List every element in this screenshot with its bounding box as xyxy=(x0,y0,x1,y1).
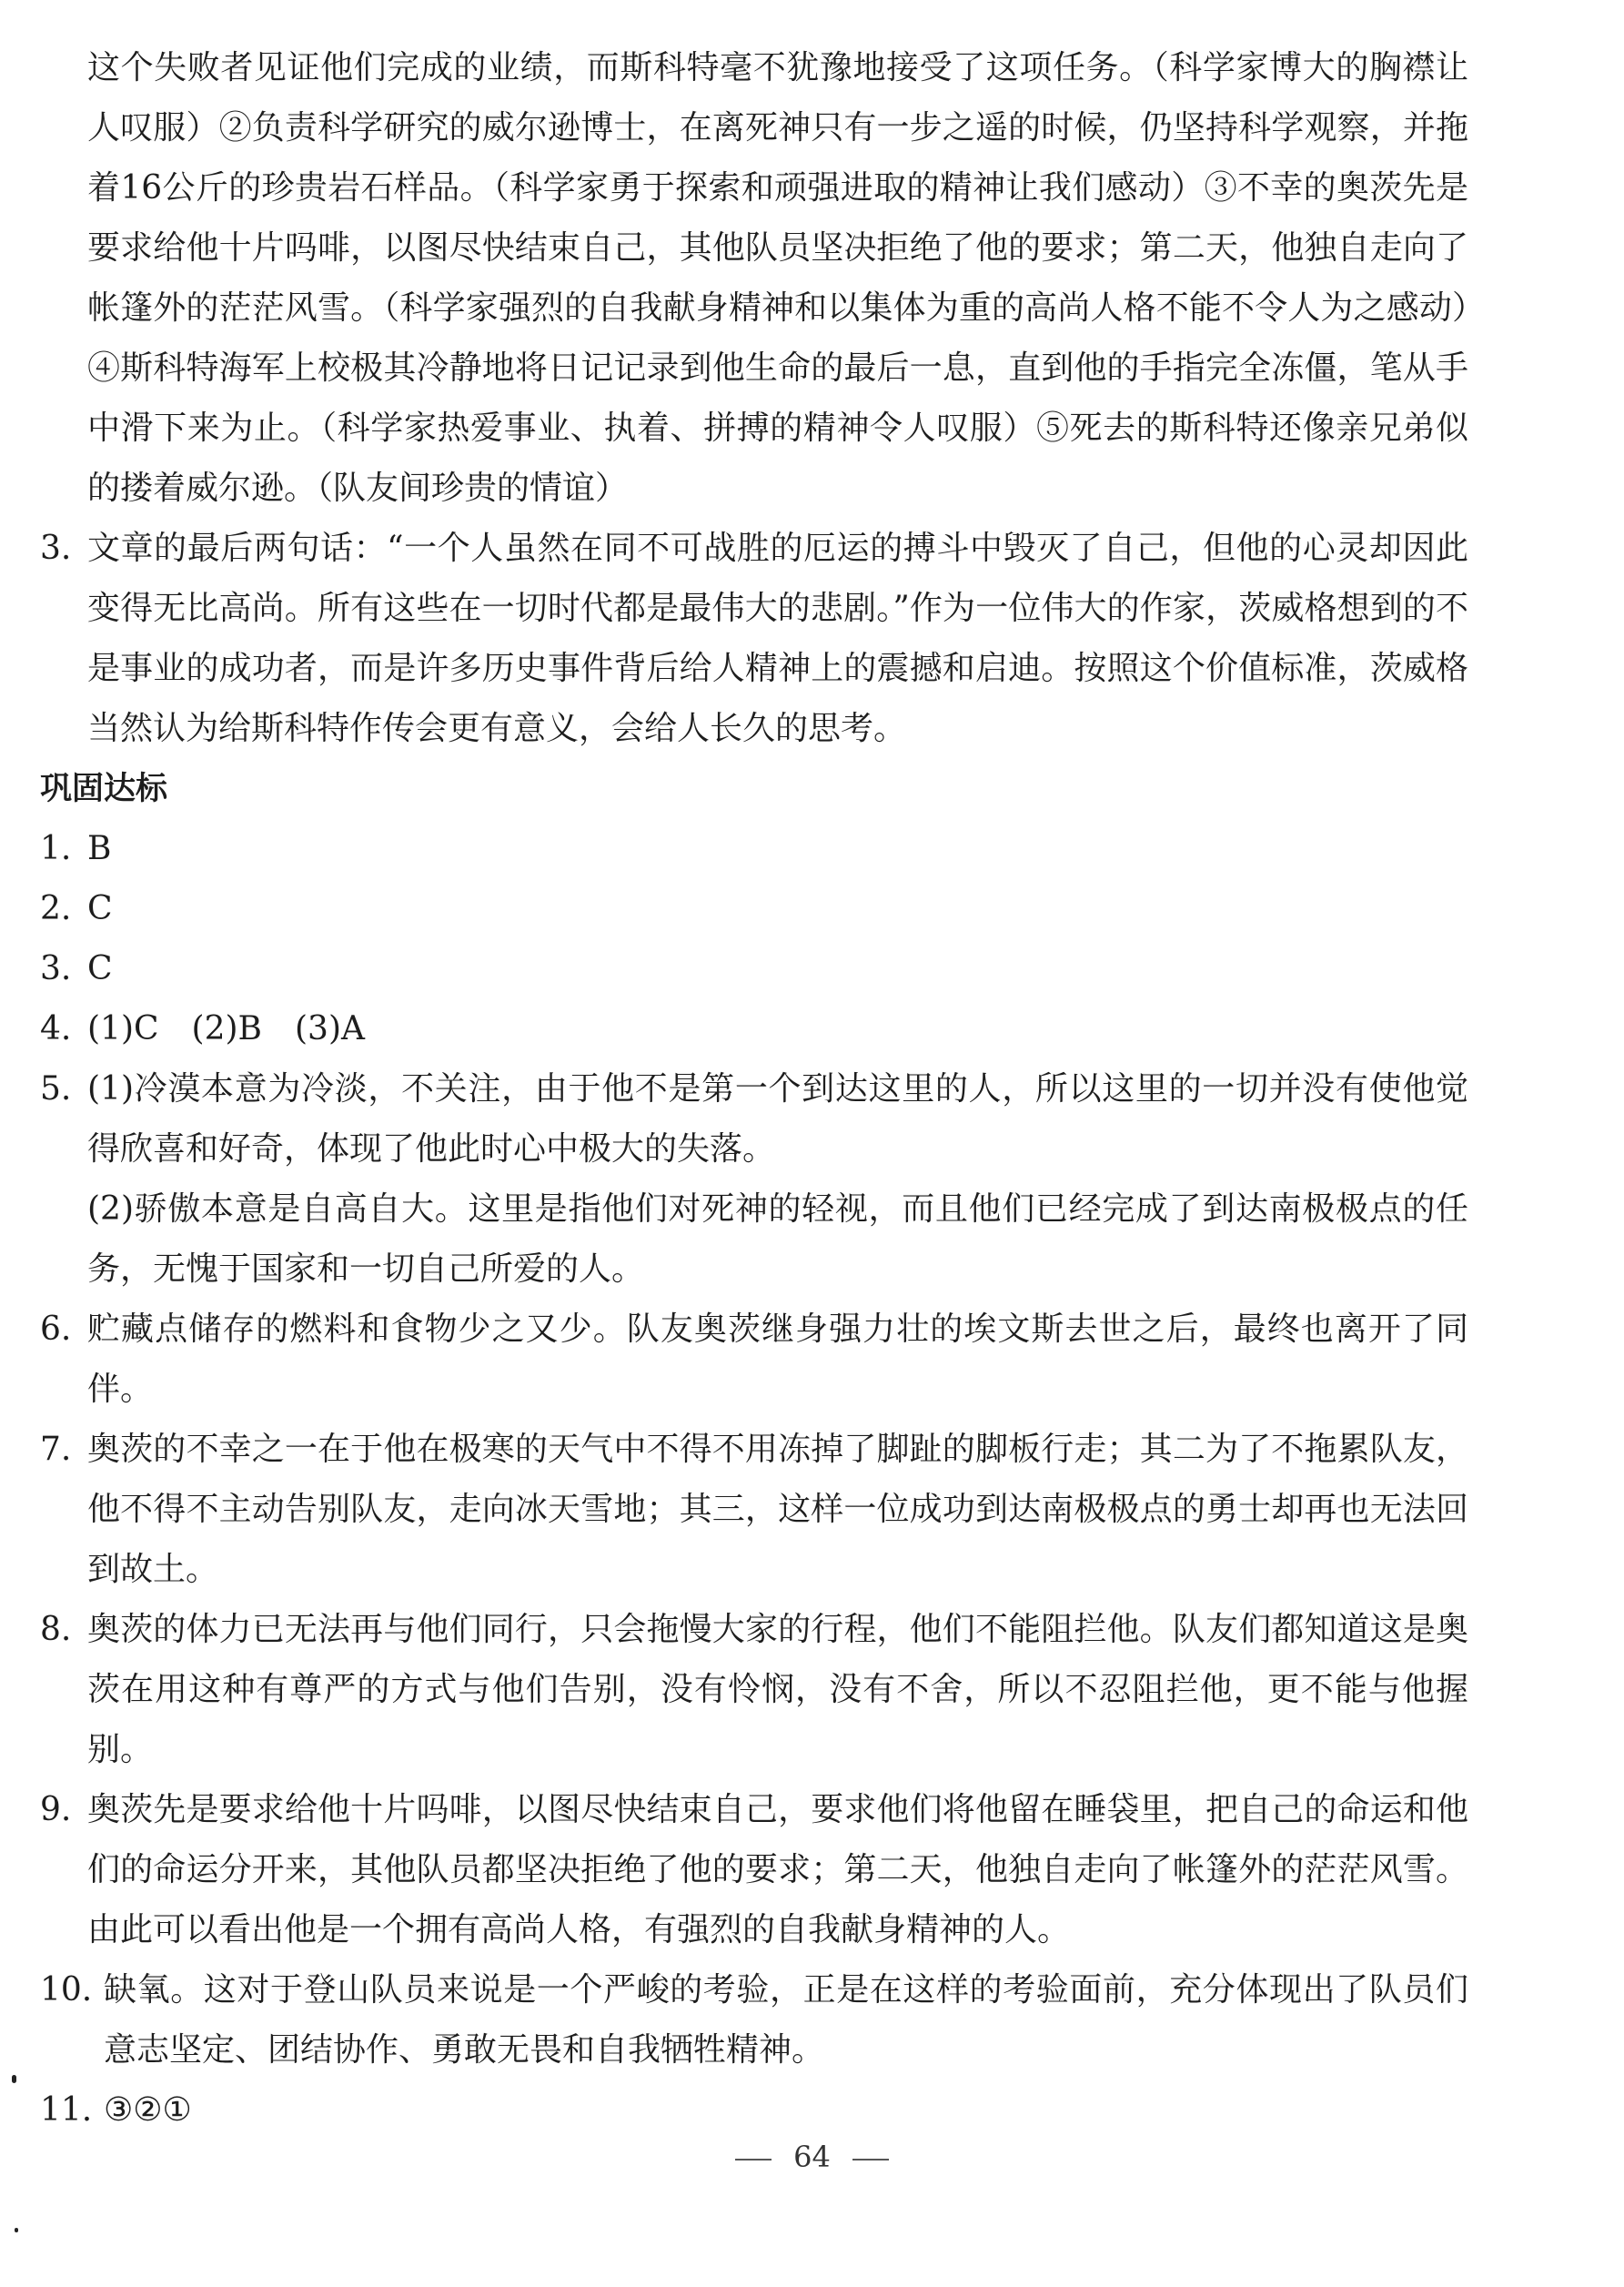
ink-speck xyxy=(12,2075,16,2083)
item-text: 缺氧。这对于登山队员来说是一个严峻的考验，正是在这样的考验面前，充分体现出了队员们意志坚定、团结协作、勇敢无畏和自我牺牲精神。 xyxy=(104,1971,1468,2069)
item-text: 奥茨先是要求给他十片吗啡，以图尽快结束自己，要求他们将他留在睡袋里，把自己的命运和他们的命运分开来，其他队员都坚决拒绝了他的要求；第二天，他独自走向了帐篷外的茫茫风雪。由此可以看出他是一个拥有高尚人格，有强烈的自我献身精神的人。 xyxy=(87,1791,1468,1948)
item-number: 3. xyxy=(40,950,72,987)
answer-item-9 xyxy=(40,1780,1468,1960)
page-number xyxy=(0,2139,1624,2175)
answer-item-5 xyxy=(40,1059,1468,1300)
page-number-value: 64 xyxy=(793,2140,831,2174)
item-text: (1)C (2)B (3)A xyxy=(87,1010,365,1047)
item-number: 5. xyxy=(40,1070,72,1108)
item-number: 8. xyxy=(40,1611,72,1648)
answer-item-2 xyxy=(40,879,1468,939)
answer-item-10 xyxy=(40,1960,1468,2080)
item-number: 9. xyxy=(40,1791,72,1828)
page-number-dash-left xyxy=(735,2159,772,2161)
item-subpart-1: (1)冷漠本意为冷淡，不关注，由于他不是第一个到达这里的人，所以这里的一切并没有使他觉得欣喜和好奇，体现了他此时心中极大的失落。 xyxy=(87,1070,1468,1168)
item-text: 贮藏点储存的燃料和食物少之又少。队友奥茨继身强力壮的埃文斯去世之后，最终也离开了同伴。 xyxy=(87,1310,1468,1408)
answer-page xyxy=(40,38,1468,2140)
item-number: 3. xyxy=(40,530,72,567)
answer-item-11 xyxy=(40,2080,1468,2140)
answer-item-6 xyxy=(40,1300,1468,1420)
item-text: C xyxy=(87,950,113,987)
item-subpart-2: (2)骄傲本意是自高自大。这里是指他们对死神的轻视，而且他们已经完成了到达南极极点的任务，无愧于国家和一切自己所爱的人。 xyxy=(87,1190,1468,1288)
item-number: 2. xyxy=(40,890,72,927)
item-text: B xyxy=(87,830,112,867)
answer-item-3b xyxy=(40,939,1468,999)
page-number-dash-right xyxy=(852,2159,889,2161)
item-number: 6. xyxy=(40,1310,72,1348)
section-title: 巩固达标 xyxy=(40,771,168,807)
item-text: 文章的最后两句话：“一个人虽然在同不可战胜的厄运的搏斗中毁灭了自己，但他的心灵却因此变得无比高尚。所有这些在一切时代都是最伟大的悲剧。”作为一位伟大的作家，茨威格想到的不是事业的成功者，而是许多历史事件背后给人精神上的震撼和启迪。按照这个价值标准，茨威格当然认为给斯科特作传会更有意义，会给人长久的思考。 xyxy=(87,530,1468,747)
item-number: 4. xyxy=(40,1010,72,1047)
answer-item-4 xyxy=(40,999,1468,1059)
item-text: 奥茨的体力已无法再与他们同行，只会拖慢大家的行程，他们不能阻拦他。队友们都知道这是奥茨在用这种有尊严的方式与他们告别，没有怜悯，没有不舍，所以不忍阻拦他，更不能与他握别。 xyxy=(87,1611,1468,1768)
item-number: 10. xyxy=(40,1971,93,2009)
item-text: 奥茨的不幸之一在于他在极寒的天气中不得不用冻掉了脚趾的脚板行走；其二为了不拖累队友，他不得不主动告别队友，走向冰天雪地；其三，这样一位成功到达南极极点的勇士却再也无法回到故土。 xyxy=(87,1431,1468,1588)
item-number: 7. xyxy=(40,1431,72,1468)
item-text: C xyxy=(87,890,113,927)
answer-item-1 xyxy=(40,819,1468,879)
item-text: ③②① xyxy=(104,2091,192,2129)
answer-item-3 xyxy=(40,519,1468,759)
item-number: 1. xyxy=(40,830,72,867)
ink-speck xyxy=(15,2228,18,2232)
item-text-group xyxy=(87,1059,1468,1300)
answer-item-8 xyxy=(40,1600,1468,1780)
answer-item-7 xyxy=(40,1420,1468,1600)
item-number: 11. xyxy=(40,2091,93,2129)
continued-paragraph: 这个失败者见证他们完成的业绩，而斯科特毫不犹豫地接受了这项任务。（科学家博大的胸襟让人叹服）②负责科学研究的威尔逊博士，在离死神只有一步之遥的时候，仍坚持科学观察，并拖着16公斤的珍贵岩石样品。（科学家勇于探索和顽强进取的精神让我们感动）③不幸的奥茨先是要求给他十片吗啡，以图尽快结束自己，其他队员坚决拒绝了他的要求；第二天，他独自走向了帐篷外的茫茫风雪。（科学家强烈的自我献身精神和以集体为重的高尚人格不能不令人为之感动）④斯科特海军上校极其冷静地将日记记录到他生命的最后一息，直到他的手指完全冻僵，笔从手中滑下来为止。（科学家热爱事业、执着、拼搏的精神令人叹服）⑤死去的斯科特还像亲兄弟似的搂着威尔逊。（队友间珍贵的情谊） xyxy=(87,49,1468,507)
